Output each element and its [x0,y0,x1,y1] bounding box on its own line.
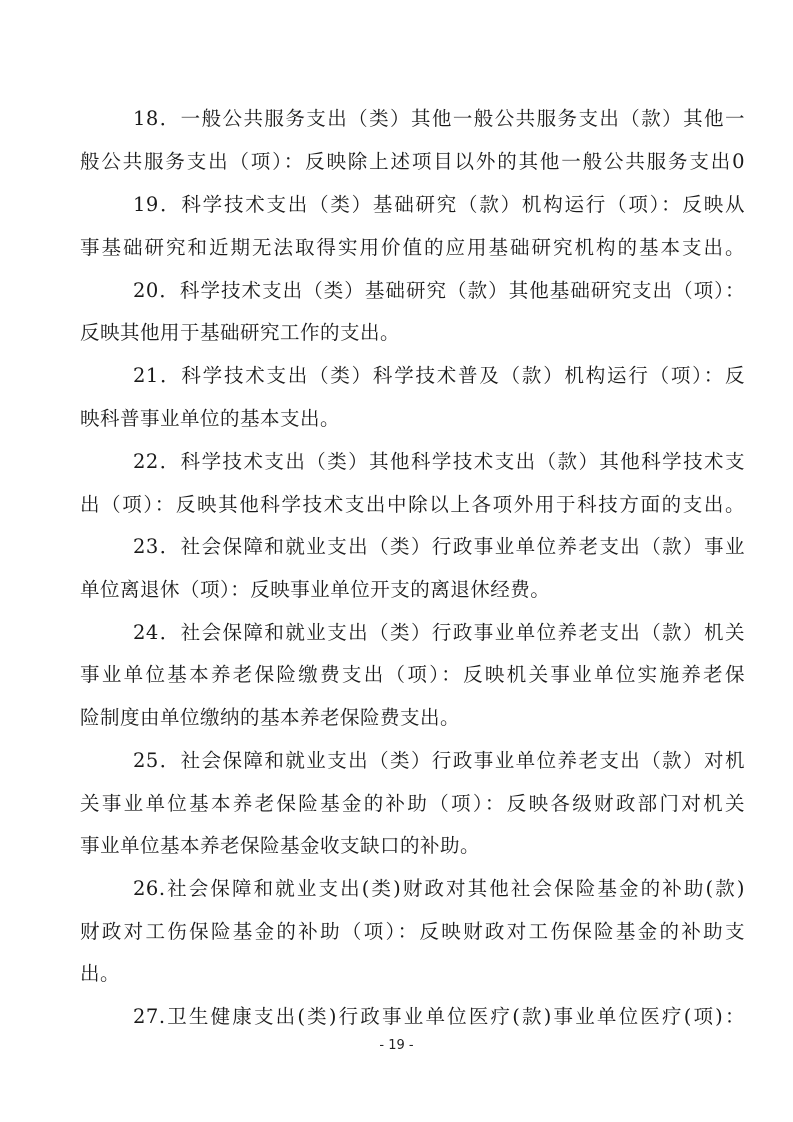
paragraph-25-line-1: 25．社会保障和就业支出（类）行政事业单位养老支出（款）对机 [133,749,745,772]
paragraph-18-line-1: 18．一般公共服务支出（类）其他一般公共服务支出（款）其他一 [133,107,745,130]
paragraph-25-line-2: 关事业单位基本养老保险基金的补助（项）：反映各级财政部门对机关 [80,792,745,815]
paragraph-24-line-2: 事业单位基本养老保险缴费支出（项）：反映机关事业单位实施养老保 [80,663,745,686]
paragraph-26-line-2: 财政对工伤保险基金的补助（项）：反映财政对工伤保险基金的补助支 [80,920,745,943]
paragraph-22-line-2: 出（项）：反映其他科学技术支出中除以上各项外用于科技方面的支出。 [80,493,745,516]
paragraph-21-line-2: 映科普事业单位的基本支出。 [80,407,341,430]
paragraph-26-line-3: 出。 [80,962,121,985]
paragraph-24-line-3: 险制度由单位缴纳的基本养老保险费支出。 [80,706,461,729]
paragraph-22-line-1: 22．科学技术支出（类）其他科学技术支出（款）其他科学技术支 [133,450,745,473]
page-number: - 19 - [379,1038,414,1053]
paragraph-26-line-1: 26.社会保障和就业支出(类)财政对其他社会保险基金的补助(款) [133,877,745,900]
paragraph-27-line-1: 27.卫生健康支出(类)行政事业单位医疗(款)事业单位医疗(项)： [133,1005,745,1028]
paragraph-24-line-1: 24．社会保障和就业支出（类）行政事业单位养老支出（款）机关 [133,621,745,644]
paragraph-23-line-1: 23．社会保障和就业支出（类）行政事业单位养老支出（款）事业 [133,535,745,558]
paragraph-25-line-3: 事业单位基本养老保险基金收支缺口的补助。 [80,834,481,857]
paragraph-20-line-1: 20．科学技术支出（类）基础研究（款）其他基础研究支出（项）： [133,279,745,302]
paragraph-23-line-2: 单位离退休（项）：反映事业单位开支的离退休经费。 [80,578,551,601]
paragraph-19-line-1: 19．科学技术支出（类）基础研究（款）机构运行（项）：反映从 [133,193,745,216]
paragraph-20-line-2: 反映其他用于基础研究工作的支出。 [80,321,401,344]
paragraph-21-line-1: 21．科学技术支出（类）科学技术普及（款）机构运行（项）：反 [133,364,745,387]
paragraph-18-line-2: 般公共服务支出（项）：反映除上述项目以外的其他一般公共服务支出0 [80,150,745,173]
paragraph-19-line-2: 事基础研究和近期无法取得实用价值的应用基础研究机构的基本支出。 [80,236,745,259]
